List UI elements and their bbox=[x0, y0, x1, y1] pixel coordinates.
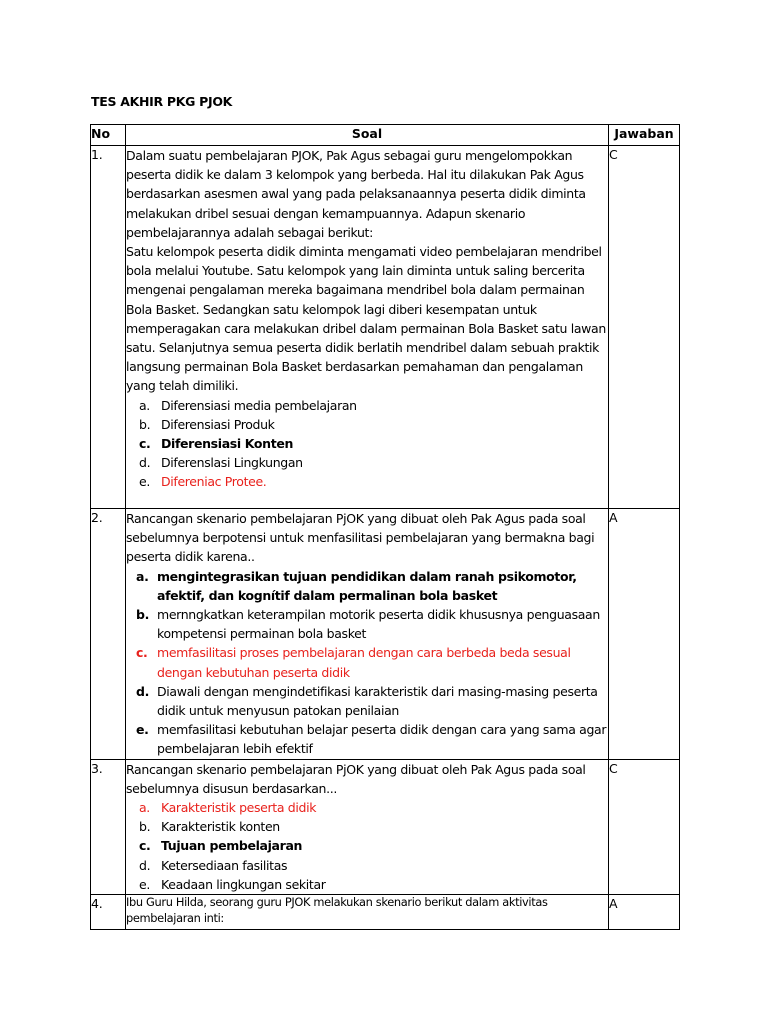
options-list bbox=[126, 798, 608, 894]
question-number: 2. bbox=[91, 509, 126, 760]
table-row bbox=[91, 146, 680, 509]
option-text: Diferensiasi media pembelajaran bbox=[161, 397, 357, 413]
answer-cell: A bbox=[609, 895, 680, 930]
question-number: 4. bbox=[91, 895, 126, 930]
option-item bbox=[126, 453, 608, 472]
option-item bbox=[126, 605, 608, 643]
answer-cell: C bbox=[609, 146, 680, 509]
option-text: Keadaan lingkungan sekitar bbox=[161, 876, 326, 892]
question-cell bbox=[126, 509, 609, 760]
option-letter: a. bbox=[139, 397, 150, 413]
question-table bbox=[90, 124, 680, 930]
option-item bbox=[126, 396, 608, 415]
option-item bbox=[126, 720, 608, 758]
option-item bbox=[126, 817, 608, 836]
option-letter: b. bbox=[139, 819, 151, 835]
question-number: 1. bbox=[91, 146, 126, 509]
option-item bbox=[126, 567, 608, 605]
option-text: Ketersediaan fasilitas bbox=[161, 857, 288, 873]
option-text: Difereniac Protee. bbox=[161, 474, 267, 490]
option-letter: d. bbox=[139, 455, 151, 471]
option-item bbox=[126, 415, 608, 434]
table-row bbox=[91, 895, 680, 930]
option-text: Diferensiasi Produk bbox=[161, 416, 275, 432]
table-row bbox=[91, 759, 680, 894]
question-text: Ibu Guru Hilda, seorang guru PJOK melakukan skenario berikut dalam aktivitas pembelajaran inti: bbox=[126, 895, 548, 925]
option-item bbox=[126, 875, 608, 894]
question-text: Rancangan skenario pembelajaran PjOK yang dibuat oleh Pak Agus pada soal sebelumnya disusun berdasarkan... bbox=[126, 761, 586, 796]
question-cell bbox=[126, 759, 609, 894]
option-item bbox=[126, 472, 608, 491]
answer-cell: C bbox=[609, 759, 680, 894]
options-list bbox=[126, 567, 608, 759]
option-item bbox=[126, 836, 608, 855]
option-text: Diawali dengan mengindetifikasi karakteristik dari masing-masing peserta didik untuk menyusun patokan penilaian bbox=[157, 683, 598, 719]
option-item bbox=[126, 643, 608, 681]
table-row bbox=[91, 509, 680, 760]
header-soal: Soal bbox=[126, 125, 609, 146]
options-list bbox=[126, 396, 608, 492]
question-text: Dalam suatu pembelajaran PJOK, Pak Agus sebagai guru mengelompokkan peserta didik ke dalam 3 kelompok yang berbeda. Hal itu dilakukan Pak Agus berdasarkan asesmen awal yang pada pelaksanaannya peserta didik diminta melakukan dribel sesuai dengan kemampuannya. Adapun skenario pembelajarannya adalah sebagai berikut: bbox=[126, 148, 586, 240]
option-letter: b. bbox=[136, 607, 149, 623]
option-text: Karakteristik konten bbox=[161, 819, 280, 835]
option-letter: d. bbox=[139, 857, 151, 873]
header-jawaban: Jawaban bbox=[609, 125, 680, 146]
option-text: mengintegrasikan tujuan pendidikan dalam ranah psikomotor, afektif, dan kognítif dalam permalinan bola basket bbox=[157, 568, 577, 603]
option-text: mernngkatkan keterampilan motorik peserta didik khususnya penguasaan kompetensi permainan bola basket bbox=[157, 607, 600, 642]
question-text-continued: Satu kelompok peserta didik diminta mengamati video pembelajaran mendribel bola melalui Youtube. Satu kelompok yang lain diminta untuk saling bercerita mengenai pengalaman mereka bagaimana mendribel bola dalam permainan Bola Basket. Sedangkan satu kelompok lagi diberi kesempatan untuk memperagakan cara melakukan dribel dalam permainan Bola Basket satu lawan satu. Selanjutnya semua peserta didik berlatih mendribel dalam sebuah praktik langsung permainan Bola Basket berdasarkan pemahaman dan pengalaman yang telah dimiliki. bbox=[126, 244, 606, 394]
question-number: 3. bbox=[91, 759, 126, 894]
option-letter: e. bbox=[139, 474, 150, 490]
option-letter: a. bbox=[136, 568, 149, 584]
option-text: Tujuan pembelajaran bbox=[161, 838, 303, 854]
document-title: TES AKHIR PKG PJOK bbox=[91, 94, 233, 109]
question-text: Rancangan skenario pembelajaran PjOK yang dibuat oleh Pak Agus pada soal sebelumnya berpotensi untuk menfasilitasi pembelajaran yang bermakna bagi peserta didik karena.. bbox=[126, 511, 595, 565]
option-letter: c. bbox=[139, 838, 151, 854]
option-letter: d. bbox=[136, 683, 149, 699]
option-letter: e. bbox=[136, 722, 149, 738]
answer-cell: A bbox=[609, 509, 680, 760]
option-text: Diferenslasi Lingkungan bbox=[161, 455, 303, 471]
option-letter: a. bbox=[139, 800, 150, 816]
question-cell bbox=[126, 895, 609, 930]
table-header-row bbox=[91, 125, 680, 146]
question-cell bbox=[126, 146, 609, 509]
option-text: Karakteristik peserta didik bbox=[161, 800, 317, 816]
option-item bbox=[126, 798, 608, 817]
option-item bbox=[126, 434, 608, 453]
option-item bbox=[126, 682, 608, 720]
option-text: Diferensiasi Konten bbox=[161, 436, 294, 452]
option-item bbox=[126, 856, 608, 875]
option-text: memfasilitasi proses pembelajaran dengan cara berbeda beda sesual dengan kebutuhan peserta didik bbox=[157, 645, 571, 680]
option-letter: c. bbox=[136, 645, 148, 661]
option-letter: e. bbox=[139, 876, 150, 892]
option-letter: b. bbox=[139, 416, 151, 432]
header-no: No bbox=[91, 125, 126, 146]
option-letter: c. bbox=[139, 436, 151, 452]
option-text: memfasilitasi kebutuhan belajar peserta didik dengan cara yang sama agar pembelajaran lebih efektif bbox=[157, 722, 607, 757]
